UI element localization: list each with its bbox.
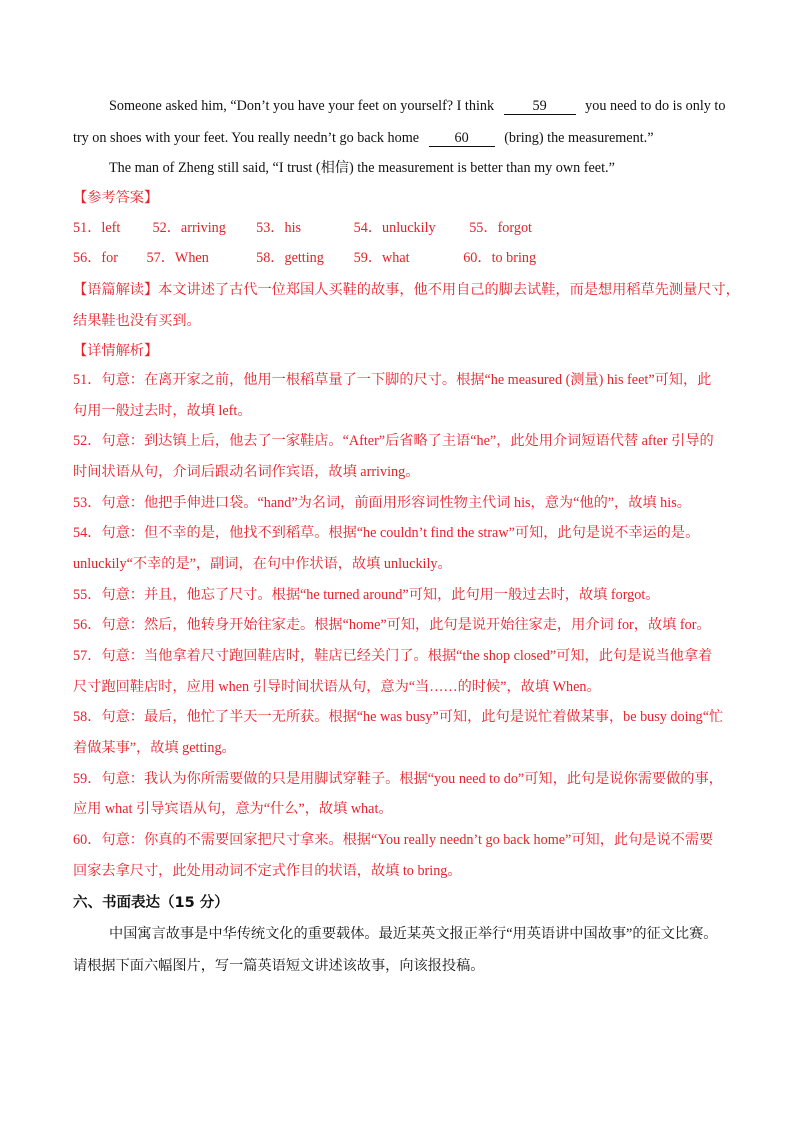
answer-row-1 xyxy=(73,218,740,238)
passage-text: (bring) the measurement.” xyxy=(504,130,654,146)
analysis-line: 60．句意：你真的不需要回家把尺寸拿来。根据“You really needn’t go back home”可知，此句是说不需要 xyxy=(73,832,714,848)
answer-item: 58．getting xyxy=(256,250,324,266)
analysis-line: 54．句意：但不幸的是，他找不到稻草。根据“he couldn’t find the straw”可知，此句是说不幸运的是。 xyxy=(73,525,700,541)
analysis-line: 句用一般过去时，故填 left。 xyxy=(73,403,252,419)
section-heading: 六、书面表达（15 分） xyxy=(73,895,229,911)
analysis-line: 53．句意：他把手伸进口袋。“hand”为名词，前面用形容词性物主代词 his，意为“他的”，故填 his。 xyxy=(73,495,691,511)
analysis-line: 51．句意：在离开家之前，他用一根稻草量了一下脚的尺寸。根据“he measured (测量) his feet”可知，此 xyxy=(73,372,712,388)
analysis-line: 57．句意：当他拿着尺寸跑回鞋店时，鞋店已经关门了。根据“the shop closed”可知，此句是说当他拿着 xyxy=(73,648,713,664)
summary-line-1: 【语篇解读】本文讲述了古代一位郑国人买鞋的故事，他不用自己的脚去试鞋，而是想用稻草先测量尺寸， xyxy=(73,282,740,298)
analysis-line: 尺寸跑回鞋店时，应用 when 引导时间状语从句，意为“当……的时候”，故填 When。 xyxy=(73,679,601,695)
analysis-line: 回家去拿尺寸，此处用动词不定式作目的状语，故填 to bring。 xyxy=(73,863,462,879)
passage-line-1 xyxy=(109,96,740,116)
analysis-title: 【详情解析】 xyxy=(73,343,159,359)
analysis-line: 59．句意：我认为你所需要做的只是用脚试穿鞋子。根据“you need to do”可知，此句是说你需要做的事， xyxy=(73,771,723,787)
answer-row-2 xyxy=(73,248,740,268)
analysis-line: 56．句意：然后，他转身开始往家走。根据“home”可知，此句是说开始往家走，用介词 for，故填 for。 xyxy=(73,617,711,633)
answer-key-title: 【参考答案】 xyxy=(73,190,159,206)
answer-item: 53．his xyxy=(256,220,302,236)
analysis-line: 55．句意：并且，他忘了尺寸。根据“he turned around”可知，此句用一般过去时，故填 forgot。 xyxy=(73,587,660,603)
passage-line-3: The man of Zheng still said, “I trust (相信) the measurement is better than my own feet.” xyxy=(109,160,615,176)
answer-item: 51．left xyxy=(73,220,121,236)
analysis-line: 应用 what 引导宾语从句，意为“什么”，故填 what。 xyxy=(73,801,393,817)
answer-item: 55．forgot xyxy=(469,220,532,236)
answer-item: 60．to bring xyxy=(463,250,537,266)
answer-item: 54．unluckily xyxy=(353,220,436,236)
answer-item: 59．what xyxy=(353,250,410,266)
answer-item: 56．for xyxy=(73,250,118,266)
answer-item: 52．arriving xyxy=(152,220,226,236)
analysis-line: 着做某事”，故填 getting。 xyxy=(73,740,236,756)
summary-line-2: 结果鞋也没有买到。 xyxy=(73,313,201,329)
blank-59: 59 xyxy=(504,98,576,115)
analysis-line: 时间状语从句，介词后跟动名词作宾语，故填 arriving。 xyxy=(73,464,420,480)
section-instruction: 请根据下面六幅图片，写一篇英语短文讲述该故事，向该报投稿。 xyxy=(73,958,485,974)
passage-text: Someone asked him, “Don’t you have your feet on yourself? I think xyxy=(109,98,495,114)
section-instruction: 中国寓言故事是中华传统文化的重要载体。最近某英文报正举行“用英语讲中国故事”的征文比赛。 xyxy=(109,926,718,942)
passage-text: you need to do is only to xyxy=(585,98,726,114)
analysis-line: 58．句意：最后，他忙了半天一无所获。根据“he was busy”可知，此句是说忙着做某事，be busy doing“忙 xyxy=(73,709,724,725)
passage-text: try on shoes with your feet. You really needn’t go back home xyxy=(73,130,420,146)
analysis-line: 52．句意：到达镇上后，他去了一家鞋店。“After”后省略了主语“he”，此处用介词短语代替 after 引导的 xyxy=(73,433,714,449)
answer-item: 57．When xyxy=(146,250,209,266)
passage-line-2 xyxy=(73,128,740,148)
blank-60: 60 xyxy=(429,130,495,147)
analysis-line: unluckily“不幸的是”，副词，在句中作状语，故填 unluckily。 xyxy=(73,556,452,572)
